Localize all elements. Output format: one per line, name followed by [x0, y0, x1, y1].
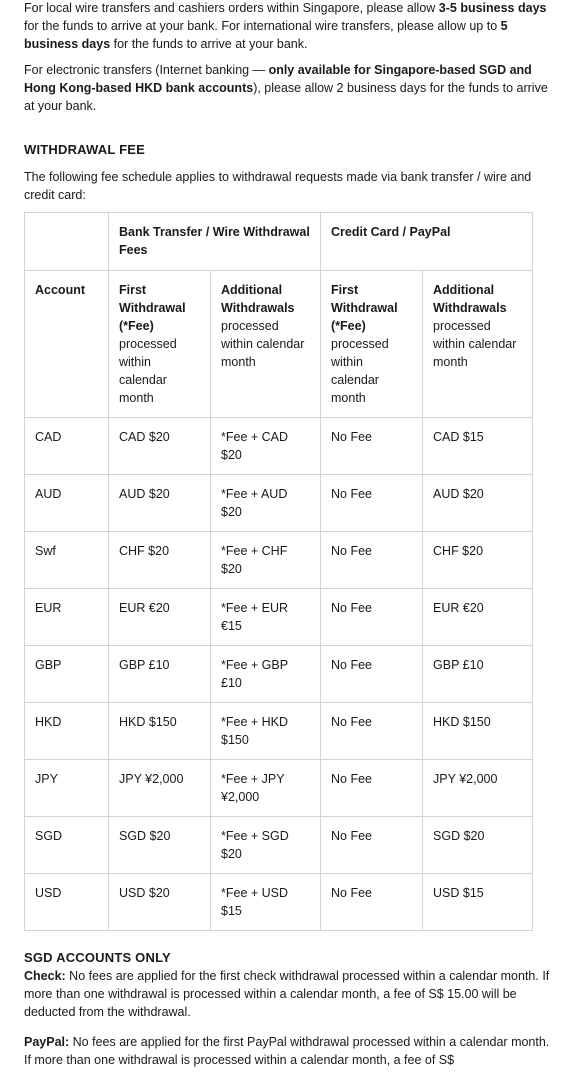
- bank-additional-fee-cell: *Fee + CHF $20: [211, 532, 321, 589]
- bank-additional-fee-cell: *Fee + JPY ¥2,000: [211, 760, 321, 817]
- card-additional-fee-cell: USD $15: [423, 874, 533, 931]
- credit-card-group-header: Credit Card / PayPal: [321, 213, 533, 271]
- card-first-withdrawal-header: [321, 271, 423, 418]
- text-segment: For electronic transfers (Internet banking —: [24, 63, 269, 77]
- header-title: Additional Withdrawals: [221, 283, 295, 315]
- text-segment: ), please allow 2 business days for the funds to arrive at your bank.: [24, 81, 548, 113]
- check-text: No fees are applied for the first check withdrawal processed within a calendar month. If more than one withdrawal is processed within a calendar month, a fee of S$ 15.00 will be deducted from the withdrawal.: [24, 969, 550, 1019]
- card-additional-fee-cell: JPY ¥2,000: [423, 760, 533, 817]
- card-additional-withdrawals-header: [423, 271, 533, 418]
- header-title: First Withdrawal (*Fee): [331, 283, 398, 333]
- bank-first-fee-cell: SGD $20: [109, 817, 211, 874]
- empty-header-cell: [25, 213, 109, 271]
- table-row: [25, 760, 533, 817]
- account-cell: HKD: [25, 703, 109, 760]
- card-additional-fee-cell: AUD $20: [423, 475, 533, 532]
- bank-first-fee-cell: CAD $20: [109, 418, 211, 475]
- account-cell: Swf: [25, 532, 109, 589]
- card-first-fee-cell: No Fee: [321, 760, 423, 817]
- check-label: Check:: [24, 969, 66, 983]
- bank-transfer-group-header: Bank Transfer / Wire Withdrawal Fees: [109, 213, 321, 271]
- card-first-fee-cell: No Fee: [321, 532, 423, 589]
- bank-additional-fee-cell: *Fee + EUR €15: [211, 589, 321, 646]
- text-segment: for the funds to arrive at your bank. For international wire transfers, please allow up to: [24, 19, 501, 33]
- withdrawal-fee-heading: WITHDRAWAL FEE: [24, 142, 145, 157]
- account-cell: SGD: [25, 817, 109, 874]
- card-additional-fee-cell: HKD $150: [423, 703, 533, 760]
- card-first-fee-cell: No Fee: [321, 874, 423, 931]
- table-row: [25, 532, 533, 589]
- paypal-text: No fees are applied for the first PayPal withdrawal processed within a calendar month. If more than one withdrawal is processed within a calendar month, a fee of S$: [24, 1035, 550, 1067]
- table-group-header-row: [25, 213, 533, 271]
- card-first-fee-cell: No Fee: [321, 589, 423, 646]
- electronic-transfer-paragraph: [24, 61, 550, 115]
- header-title: Additional Withdrawals: [433, 283, 507, 315]
- header-subtitle: processed within calendar month: [119, 337, 177, 405]
- bank-additional-fee-cell: *Fee + USD $15: [211, 874, 321, 931]
- bank-first-fee-cell: EUR €20: [109, 589, 211, 646]
- card-first-fee-cell: No Fee: [321, 418, 423, 475]
- bold-segment: 5 business days: [24, 19, 508, 51]
- header-subtitle: processed within calendar month: [331, 337, 389, 405]
- card-first-fee-cell: No Fee: [321, 475, 423, 532]
- header-subtitle: processed within calendar month: [433, 319, 517, 369]
- bold-segment: only available for Singapore-based SGD and Hong Kong-based HKD bank accounts: [24, 63, 532, 95]
- bank-first-fee-cell: HKD $150: [109, 703, 211, 760]
- account-column-header: Account: [25, 271, 109, 418]
- account-cell: USD: [25, 874, 109, 931]
- bank-first-fee-cell: GBP £10: [109, 646, 211, 703]
- bank-additional-fee-cell: *Fee + SGD $20: [211, 817, 321, 874]
- card-additional-fee-cell: CHF $20: [423, 532, 533, 589]
- card-first-fee-cell: No Fee: [321, 817, 423, 874]
- bold-segment: 3-5 business days: [438, 1, 547, 15]
- card-additional-fee-cell: SGD $20: [423, 817, 533, 874]
- withdrawal-fee-table: [24, 212, 533, 931]
- bank-additional-withdrawals-header: [211, 271, 321, 418]
- account-cell: EUR: [25, 589, 109, 646]
- header-title: First Withdrawal (*Fee): [119, 283, 186, 333]
- table-row: [25, 703, 533, 760]
- text-segment: For local wire transfers and cashiers orders within Singapore, please allow: [24, 1, 439, 15]
- paypal-label: PayPal:: [24, 1035, 70, 1049]
- bank-first-withdrawal-header: [109, 271, 211, 418]
- account-cell: CAD: [25, 418, 109, 475]
- account-cell: GBP: [25, 646, 109, 703]
- header-subtitle: processed within calendar month: [221, 319, 305, 369]
- table-row: [25, 475, 533, 532]
- bank-first-fee-cell: CHF $20: [109, 532, 211, 589]
- table-row: [25, 646, 533, 703]
- table-column-header-row: [25, 271, 533, 418]
- table-row: [25, 418, 533, 475]
- bank-additional-fee-cell: *Fee + AUD $20: [211, 475, 321, 532]
- table-row: [25, 817, 533, 874]
- check-paragraph: [24, 967, 550, 1021]
- table-row: [25, 874, 533, 931]
- bank-first-fee-cell: AUD $20: [109, 475, 211, 532]
- account-cell: AUD: [25, 475, 109, 532]
- bank-additional-fee-cell: *Fee + HKD $150: [211, 703, 321, 760]
- bank-first-fee-cell: USD $20: [109, 874, 211, 931]
- bank-first-fee-cell: JPY ¥2,000: [109, 760, 211, 817]
- card-first-fee-cell: No Fee: [321, 646, 423, 703]
- card-additional-fee-cell: EUR €20: [423, 589, 533, 646]
- table-row: [25, 589, 533, 646]
- account-cell: JPY: [25, 760, 109, 817]
- card-first-fee-cell: No Fee: [321, 703, 423, 760]
- card-additional-fee-cell: GBP £10: [423, 646, 533, 703]
- card-additional-fee-cell: CAD $15: [423, 418, 533, 475]
- paypal-paragraph: [24, 1033, 550, 1069]
- local-transfer-paragraph: [24, 0, 550, 53]
- sgd-accounts-heading: SGD ACCOUNTS ONLY: [24, 950, 171, 965]
- bank-additional-fee-cell: *Fee + GBP £10: [211, 646, 321, 703]
- text-segment: for the funds to arrive at your bank.: [110, 37, 308, 51]
- bank-additional-fee-cell: *Fee + CAD $20: [211, 418, 321, 475]
- withdrawal-fee-intro: The following fee schedule applies to withdrawal requests made via bank transfer / wire and credit card:: [24, 170, 532, 202]
